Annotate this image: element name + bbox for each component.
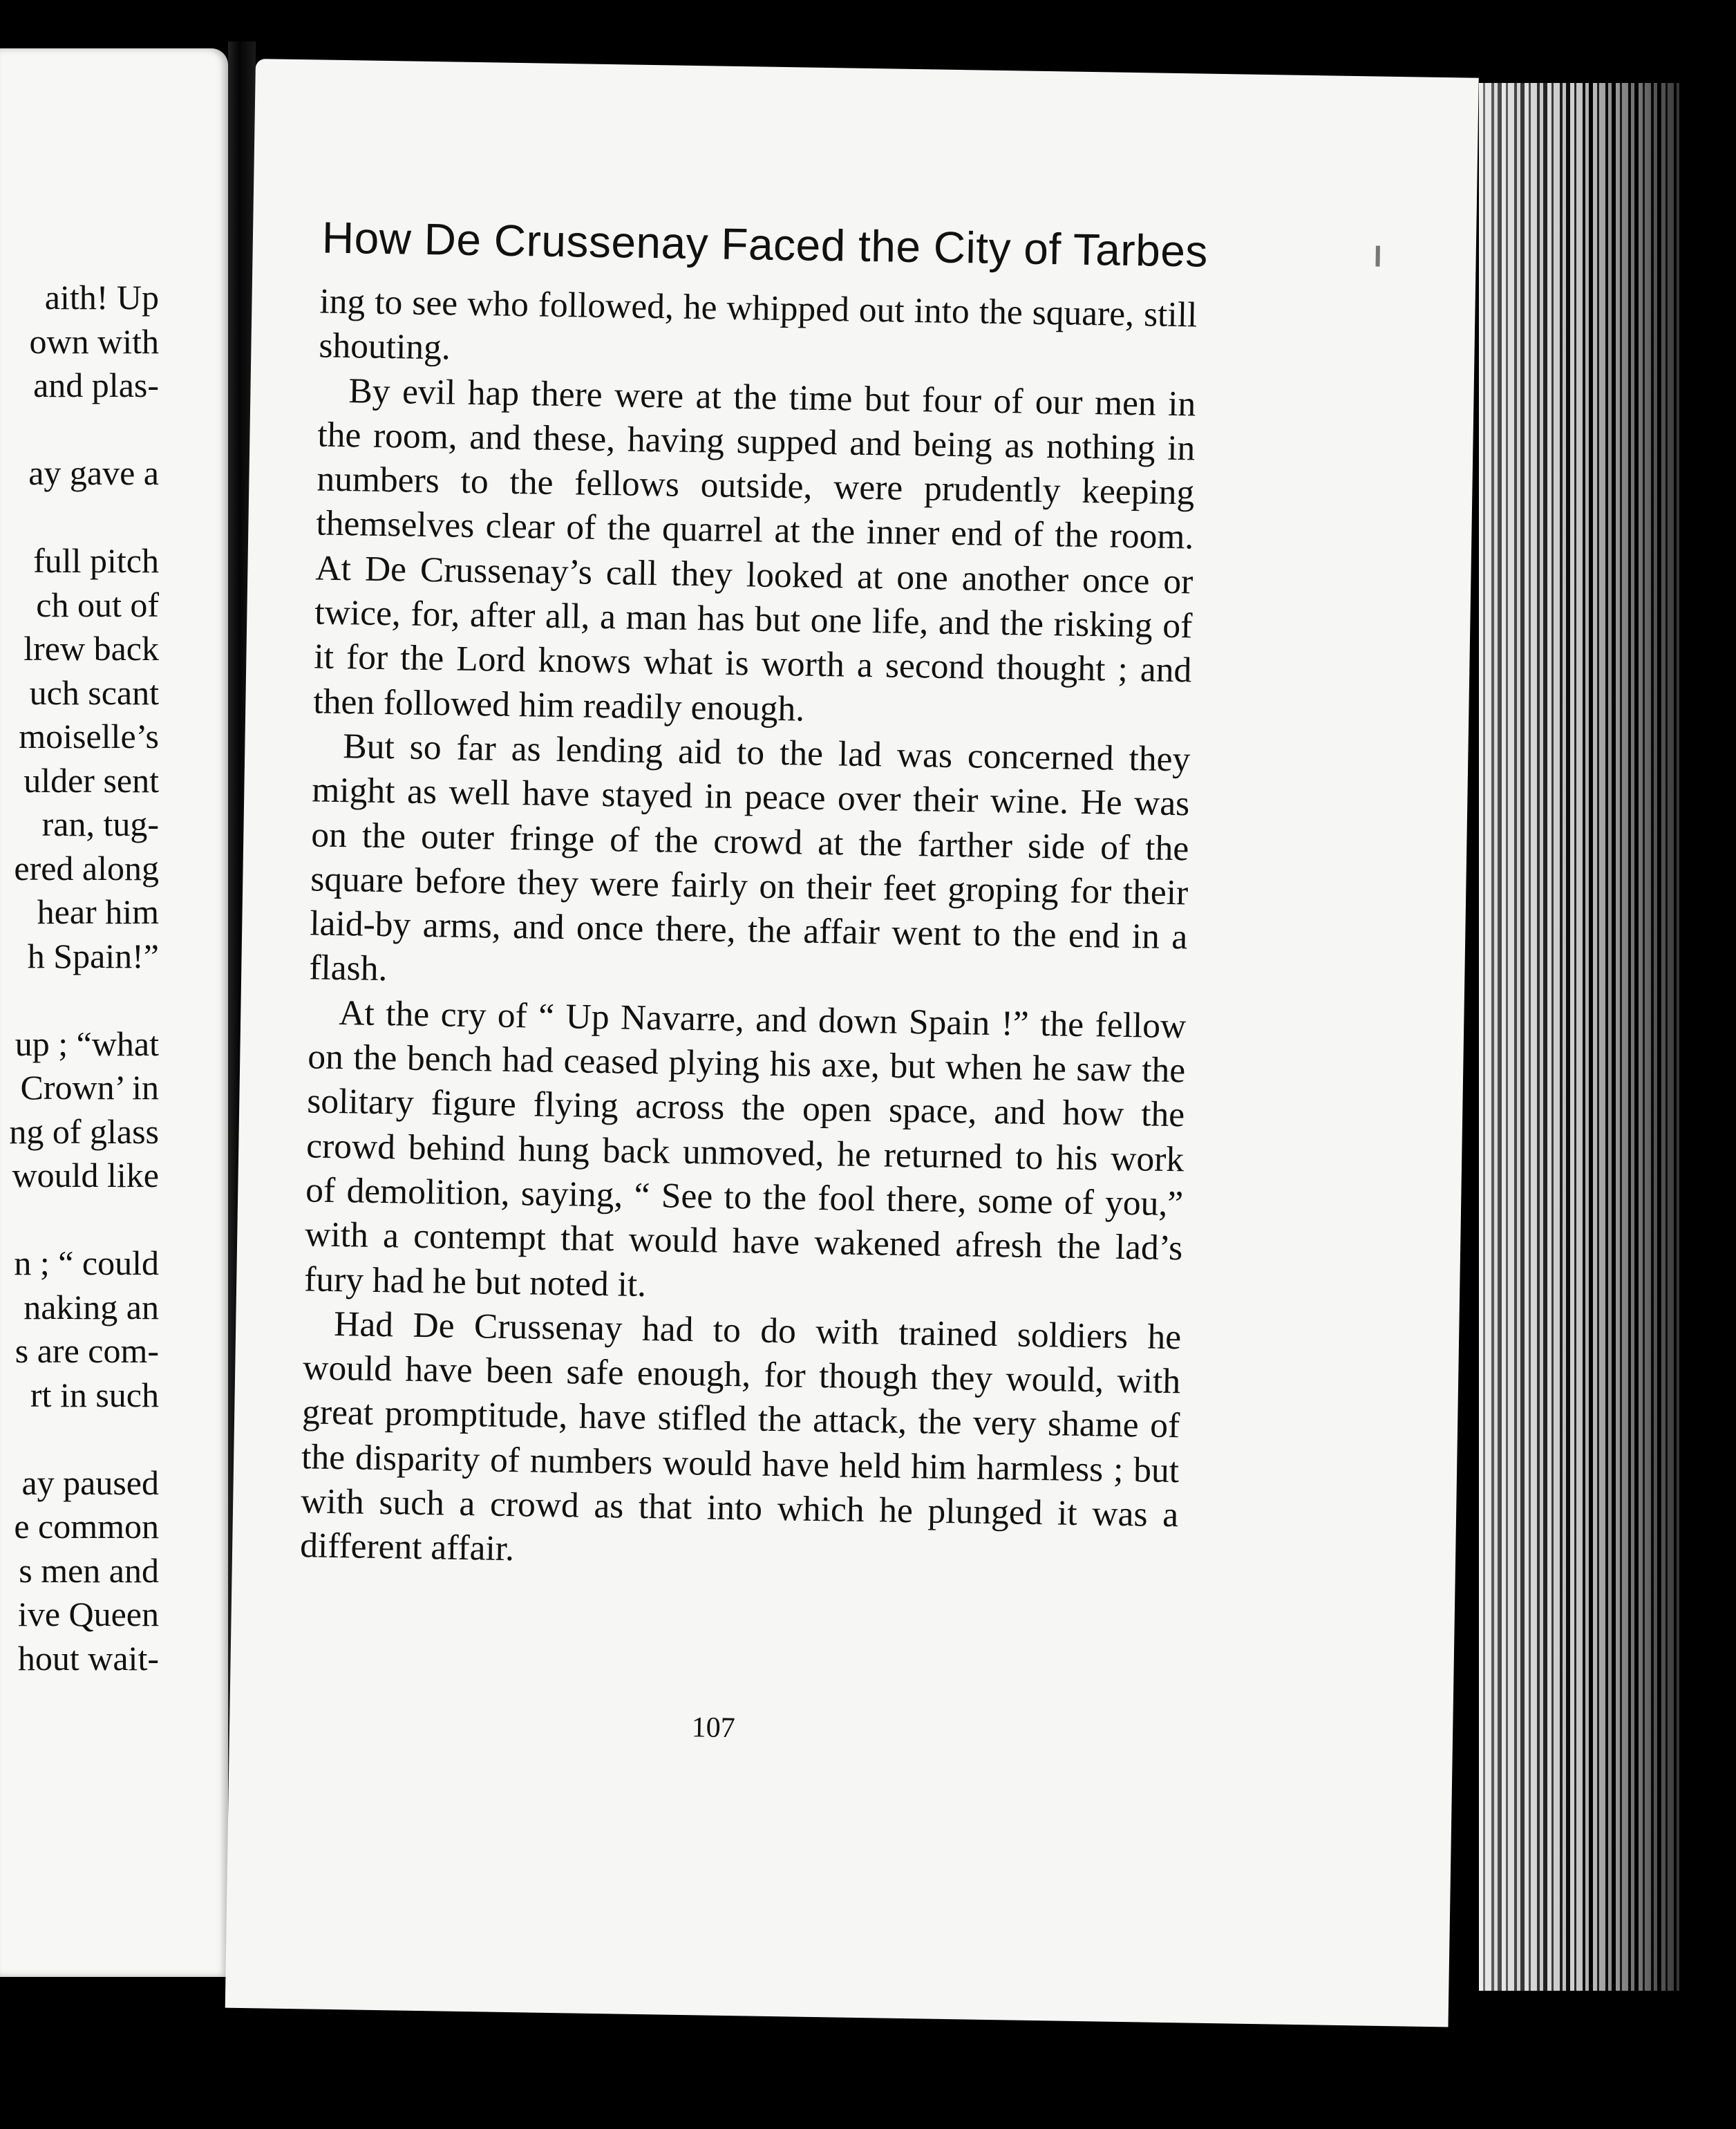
paragraph: But so far as lending aid to the lad was concerned they might as well have stayed in peace over their wine. He was on the outer fringe of the crowd at the farther side of the square before they were fairly on their feet groping for their laid-by arms, and once there, the affair went to the end in a flash. bbox=[308, 726, 1191, 989]
left-page-line: and plas- bbox=[33, 366, 159, 404]
left-page-line: ulder sent bbox=[23, 760, 159, 800]
left-page-line: full pitch bbox=[33, 541, 159, 580]
left-page-line: ch out of bbox=[36, 585, 159, 624]
paragraph: ing to see who followed, he whipped out into the square, still shouting. bbox=[319, 281, 1198, 368]
paragraph: By evil hap there were at the time but four of our men in the room, and these, having supped and being as nothing in numbers to the fellows outside, were prudently keeping themselves clear of the quarrel at the inner end of the room. At De Crussenay’s call they looked at one another once or twice, for, after all, a man has but one life, and the risking of it for the Lord knows what is worth a second thought ; and then followed him readily enough. bbox=[312, 371, 1196, 729]
left-page-line: h Spain!” bbox=[27, 936, 159, 975]
left-page-line: uch scant bbox=[29, 673, 159, 712]
left-page-line: up ; “what bbox=[15, 1024, 159, 1063]
left-page-line: would like bbox=[12, 1156, 159, 1194]
left-page-line: lrew back bbox=[23, 629, 159, 668]
left-page-line: s men and bbox=[19, 1550, 159, 1590]
running-head: How De Crussenay Faced the City of Tarbes bbox=[321, 212, 1209, 276]
left-page-line: ive Queen bbox=[17, 1595, 159, 1633]
left-page-line: aith! Up bbox=[44, 278, 159, 317]
page-mark bbox=[1375, 245, 1379, 266]
left-page-line: s are com- bbox=[15, 1331, 159, 1370]
left-page-line: rt in such bbox=[30, 1375, 159, 1414]
left-page-line: Crown’ in bbox=[20, 1068, 159, 1107]
left-page-line: hout wait- bbox=[17, 1638, 159, 1678]
body-text bbox=[300, 280, 1198, 1582]
page-edges-shade bbox=[1479, 83, 1679, 1991]
page-number: 107 bbox=[691, 1711, 736, 1745]
left-page-line: ered along bbox=[14, 848, 159, 888]
left-page-line: e common bbox=[14, 1507, 159, 1546]
left-page-line: hear him bbox=[37, 892, 159, 931]
left-page-line: moiselle’s bbox=[19, 717, 159, 756]
right-page bbox=[225, 59, 1479, 2027]
left-page-line: ng of glass bbox=[9, 1112, 159, 1151]
left-page-line: own with bbox=[29, 321, 159, 361]
left-page-line: ran, tug- bbox=[41, 805, 159, 843]
paragraph: At the cry of “ Up Navarre, and down Spain !” the fellow on the bench had ceased plying his axe, but when he saw the solitary figure flying across the open space, and how the crowd behind hung back unmoved, he returned to his work of demolition, saying, “ See to the fool there, some of you,” with a contempt that would have wakened afresh the lad’s fury had he but noted it. bbox=[303, 993, 1187, 1304]
paragraph: Had De Crussenay had to do with trained soldiers he would have been safe enough, for though they would, with great promptitude, have stifled the attack, the very shame of the disparity of numbers would have held him harmless ; but with such a crowd as that into which he plunged it was a different affair. bbox=[299, 1304, 1182, 1569]
left-page-line: ay gave a bbox=[28, 453, 159, 492]
left-page-line: ay paused bbox=[21, 1463, 159, 1502]
left-page bbox=[0, 48, 228, 1977]
left-page-line: n ; “ could bbox=[14, 1244, 159, 1282]
left-page-line: naking an bbox=[23, 1287, 159, 1326]
